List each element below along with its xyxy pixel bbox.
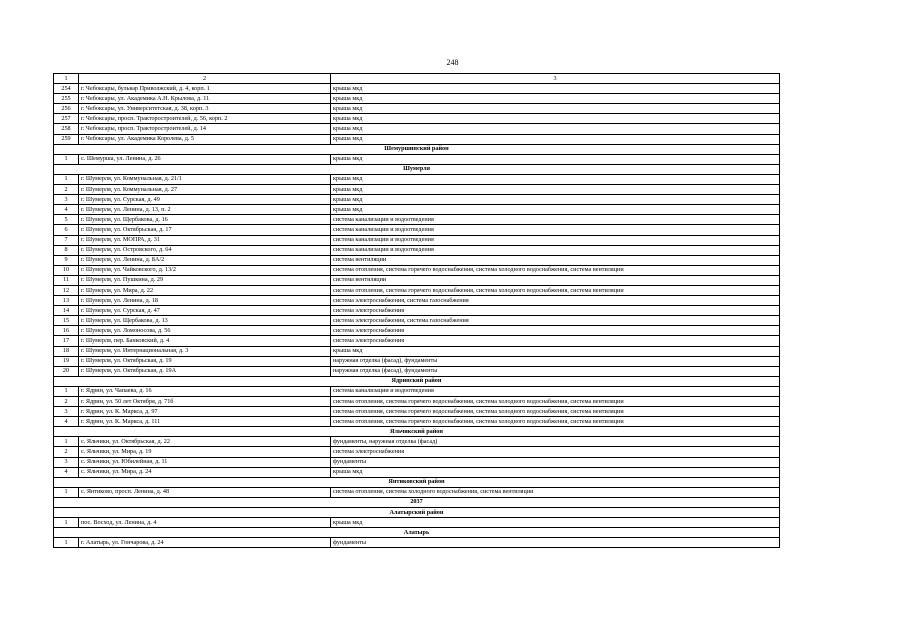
row-work-type: система канализации и водоотведения — [331, 225, 780, 235]
table-row — [54, 285, 780, 295]
section-header-row — [54, 144, 780, 154]
row-work-type: система вентиляции — [331, 255, 780, 265]
row-work-type: крыша мкд — [331, 174, 780, 184]
section-title: Шемуршинский район — [54, 144, 780, 154]
row-work-type: система отопления, система холодного водоснабжения, система вентиляции — [331, 487, 780, 497]
row-number: 3 — [54, 457, 79, 467]
row-number: 16 — [54, 326, 79, 336]
row-address: г. Ядрин, ул. 50 лет Октября, д. 71б — [79, 397, 331, 407]
table-row — [54, 346, 780, 356]
row-address: г. Шумерля, ул. Щербакова, д. 16 — [79, 215, 331, 225]
section-title: Яльчикский район — [54, 427, 780, 437]
row-work-type: крыша мкд — [331, 154, 780, 164]
section-header-row — [54, 528, 780, 538]
row-work-type: фундаменты — [331, 457, 780, 467]
table-row — [54, 306, 780, 316]
row-number: 3 — [54, 407, 79, 417]
page-number: 248 — [446, 58, 459, 67]
table-row — [54, 275, 780, 285]
row-work-type: крыша мкд — [331, 84, 780, 94]
row-address: г. Шумерля, ул. Ленина, д. 13, п. 2 — [79, 205, 331, 215]
row-address: г. Шумерля, ул. Коммунальная, д. 21/1 — [79, 174, 331, 184]
row-work-type: система электроснабжения — [331, 306, 780, 316]
row-number: 18 — [54, 346, 79, 356]
row-address: с. Яльчики, ул. Юбилейная, д. 11 — [79, 457, 331, 467]
section-title: Шумерля — [54, 164, 780, 174]
row-address: г. Чебоксары, ул. Университетская, д. 38, корп. 3 — [79, 104, 331, 114]
table-row — [54, 114, 780, 124]
works-table — [53, 73, 780, 548]
row-address: с. Янтиково, просп. Ленина, д. 48 — [79, 487, 331, 497]
row-number: 1 — [54, 174, 79, 184]
row-number: 259 — [54, 134, 79, 144]
row-number: 254 — [54, 84, 79, 94]
row-work-type: наружная отделка (фасад), фундаменты — [331, 356, 780, 366]
row-number: 255 — [54, 94, 79, 104]
row-work-type: система электроснабжения — [331, 336, 780, 346]
row-number: 2 — [54, 397, 79, 407]
row-work-type: фундаменты, наружная отделка (фасад) — [331, 437, 780, 447]
row-work-type: система электроснабжения, система газоснабжения — [331, 316, 780, 326]
row-address: с. Шемурша, ул. Ленина, д. 26 — [79, 154, 331, 164]
table-row — [54, 417, 780, 427]
row-work-type: система электроснабжения — [331, 447, 780, 457]
section-header-row — [54, 427, 780, 437]
row-address: г. Чебоксары, ул. Академика А.Н. Крылова, д. 11 — [79, 94, 331, 104]
row-work-type: фундаменты — [331, 538, 780, 548]
row-work-type: крыша мкд — [331, 104, 780, 114]
row-number: 10 — [54, 265, 79, 275]
row-number: 12 — [54, 285, 79, 295]
row-address: г. Шумерля, ул. Ленина, д. 8А/2 — [79, 255, 331, 265]
row-number: 14 — [54, 306, 79, 316]
table-row — [54, 457, 780, 467]
row-number: 2 — [54, 447, 79, 457]
row-number: 7 — [54, 235, 79, 245]
row-work-type: система канализации и водоотведения — [331, 386, 780, 396]
table-header-row — [54, 74, 780, 84]
row-address: г. Шумерля, ул. Сурская, д. 47 — [79, 306, 331, 316]
row-address: г. Чебоксары, просп. Тракторостроителей, д. 56, корп. 2 — [79, 114, 331, 124]
table-row — [54, 336, 780, 346]
row-address: г. Шумерля, ул. Октябрьская, д. 17 — [79, 225, 331, 235]
row-number: 257 — [54, 114, 79, 124]
table-row — [54, 356, 780, 366]
section-header-row — [54, 164, 780, 174]
row-number: 4 — [54, 467, 79, 477]
row-address: г. Шумерля, ул. Мира, д. 22 — [79, 285, 331, 295]
table-row — [54, 235, 780, 245]
row-address: с. Яльчики, ул. Мира, д. 24 — [79, 467, 331, 477]
table-row — [54, 437, 780, 447]
row-address: г. Шумерля, ул. Чайковского, д. 13/2 — [79, 265, 331, 275]
row-work-type: система канализации и водоотведения — [331, 245, 780, 255]
section-header-row — [54, 376, 780, 386]
row-work-type: крыша мкд — [331, 195, 780, 205]
row-address: г. Ядрин, ул. К. Маркса, д. 111 — [79, 417, 331, 427]
row-number: 1 — [54, 437, 79, 447]
row-work-type: система отопления, система горячего водоснабжения, система холодного водоснабжения, система вентиляции — [331, 265, 780, 275]
row-address: г. Шумерля, ул. Ломоносова, д. 56 — [79, 326, 331, 336]
table-row — [54, 467, 780, 477]
row-address: г. Шумерля, ул. Щербакова, д. 13 — [79, 316, 331, 326]
table-row — [54, 255, 780, 265]
row-address: г. Алатырь, ул. Гончарова, д. 24 — [79, 538, 331, 548]
table-row — [54, 154, 780, 164]
row-work-type: система электроснабжения, система газоснабжения — [331, 296, 780, 306]
row-number: 20 — [54, 366, 79, 376]
row-work-type: система отопления, система горячего водоснабжения, система холодного водоснабжения, система вентиляции — [331, 407, 780, 417]
row-address: с. Яльчики, ул. Октябрьская, д. 22 — [79, 437, 331, 447]
row-address: г. Шумерля, пер. Банковский, д. 4 — [79, 336, 331, 346]
row-work-type: крыша мкд — [331, 205, 780, 215]
row-work-type: крыша мкд — [331, 94, 780, 104]
section-header-row — [54, 477, 780, 487]
table-row — [54, 326, 780, 336]
table-row — [54, 296, 780, 306]
table-row — [54, 397, 780, 407]
row-number: 5 — [54, 215, 79, 225]
row-number: 11 — [54, 275, 79, 285]
row-number: 1 — [54, 386, 79, 396]
section-title: Алатырь — [54, 528, 780, 538]
section-title: Янтиковский район — [54, 477, 780, 487]
table-row — [54, 205, 780, 215]
row-work-type: система отопления, система горячего водоснабжения, система холодного водоснабжения, система вентиляции — [331, 417, 780, 427]
row-address: г. Шумерля, ул. Октябрьская, д. 19 — [79, 356, 331, 366]
table-row — [54, 134, 780, 144]
row-address: г. Чебоксары, бульвар Приволжский, д. 4, корп. 1 — [79, 84, 331, 94]
row-address: пос. Восход, ул. Ленина, д. 4 — [79, 518, 331, 528]
table-row — [54, 124, 780, 134]
row-address: г. Шумерля, ул. Ленина, д. 18 — [79, 296, 331, 306]
row-number: 19 — [54, 356, 79, 366]
table-row — [54, 174, 780, 184]
table-row — [54, 366, 780, 376]
row-number: 4 — [54, 417, 79, 427]
row-number: 1 — [54, 154, 79, 164]
row-number: 256 — [54, 104, 79, 114]
table-row — [54, 386, 780, 396]
section-title: 2037 — [54, 497, 780, 507]
table-row — [54, 225, 780, 235]
row-work-type: система электроснабжения — [331, 326, 780, 336]
table-row — [54, 487, 780, 497]
header-col-2: 2 — [79, 74, 331, 84]
row-address: г. Шумерля, ул. Островского, д. 64 — [79, 245, 331, 255]
table-row — [54, 104, 780, 114]
row-number: 6 — [54, 225, 79, 235]
row-work-type: система отопления, система горячего водоснабжения, система холодного водоснабжения, система вентиляции — [331, 397, 780, 407]
row-address: г. Чебоксары, просп. Тракторостроителей, д. 14 — [79, 124, 331, 134]
row-number: 9 — [54, 255, 79, 265]
section-header-row — [54, 497, 780, 507]
row-work-type: крыша мкд — [331, 518, 780, 528]
row-work-type: крыша мкд — [331, 467, 780, 477]
row-number: 17 — [54, 336, 79, 346]
row-work-type: система канализации и водоотведения — [331, 215, 780, 225]
row-number: 15 — [54, 316, 79, 326]
row-address: г. Шумерля, ул. Октябрьская, д. 19А — [79, 366, 331, 376]
table-row — [54, 215, 780, 225]
row-work-type: наружная отделка (фасад), фундаменты — [331, 366, 780, 376]
row-address: г. Ядрин, ул. К. Маркса, д. 97 — [79, 407, 331, 417]
row-number: 258 — [54, 124, 79, 134]
row-number: 8 — [54, 245, 79, 255]
row-address: г. Чебоксары, ул. Академика Королева, д. 5 — [79, 134, 331, 144]
section-title: Ядринский район — [54, 376, 780, 386]
header-col-3: 3 — [331, 74, 780, 84]
table-row — [54, 447, 780, 457]
row-work-type: крыша мкд — [331, 134, 780, 144]
section-title: Алатырский район — [54, 508, 780, 518]
row-address: г. Ядрин, ул. Чапаева, д. 16 — [79, 386, 331, 396]
row-number: 1 — [54, 518, 79, 528]
row-work-type: крыша мкд — [331, 185, 780, 195]
row-work-type: крыша мкд — [331, 114, 780, 124]
row-address: г. Шумерля, ул. Коммунальная, д. 27 — [79, 185, 331, 195]
table-row — [54, 265, 780, 275]
row-number: 1 — [54, 538, 79, 548]
table-row — [54, 316, 780, 326]
table-row — [54, 407, 780, 417]
row-work-type: крыша мкд — [331, 346, 780, 356]
row-address: с. Яльчики, ул. Мира, д. 19 — [79, 447, 331, 457]
row-work-type: система канализации и водоотведения — [331, 235, 780, 245]
row-address: г. Шумерля, ул. Интернациональная, д. 3 — [79, 346, 331, 356]
table-row — [54, 94, 780, 104]
section-header-row — [54, 508, 780, 518]
row-number: 13 — [54, 296, 79, 306]
table-row — [54, 245, 780, 255]
row-number: 4 — [54, 205, 79, 215]
row-work-type: система вентиляции — [331, 275, 780, 285]
row-address: г. Шумерля, ул. Пушкина, д. 29 — [79, 275, 331, 285]
table-body — [54, 74, 780, 548]
table-row — [54, 195, 780, 205]
row-work-type: система отопления, система горячего водоснабжения, система холодного водоснабжения, система вентиляции — [331, 285, 780, 295]
row-work-type: крыша мкд — [331, 124, 780, 134]
row-number: 2 — [54, 185, 79, 195]
table-row — [54, 538, 780, 548]
row-address: г. Шумерля, ул. Сурская, д. 49 — [79, 195, 331, 205]
table-row — [54, 84, 780, 94]
row-number: 1 — [54, 487, 79, 497]
header-col-1: 1 — [54, 74, 79, 84]
table-row — [54, 518, 780, 528]
row-address: г. Шумерля, ул. МОПРА, д. 31 — [79, 235, 331, 245]
table-row — [54, 185, 780, 195]
row-number: 3 — [54, 195, 79, 205]
